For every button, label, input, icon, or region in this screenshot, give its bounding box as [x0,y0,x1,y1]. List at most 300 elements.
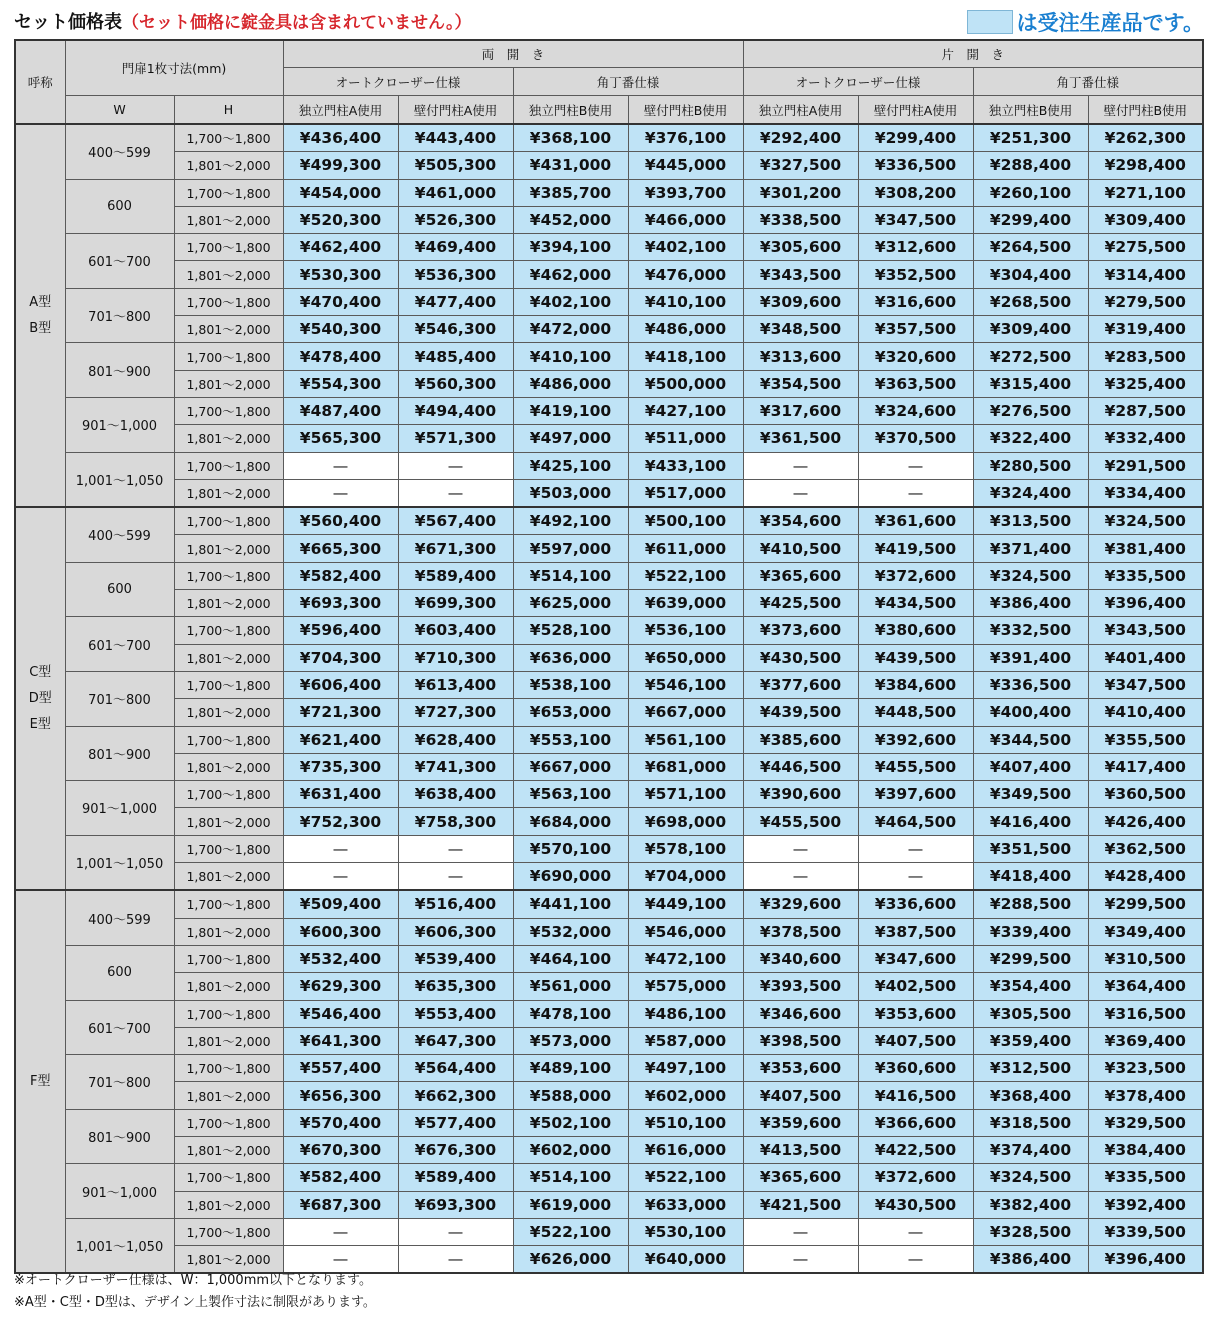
price-cell: ¥553,100 [513,726,628,753]
price-cell: ¥455,500 [743,808,858,835]
price-cell: ¥335,500 [1088,1164,1203,1191]
price-cell: — [858,479,973,507]
price-cell: — [743,835,858,862]
price-cell: ¥319,400 [1088,316,1203,343]
price-cell: ¥667,000 [513,753,628,780]
price-cell: ¥684,000 [513,808,628,835]
price-cell: ¥497,000 [513,425,628,452]
width-cell: 601～700 [65,234,174,289]
price-cell: ¥339,500 [1088,1218,1203,1245]
table-row [15,617,1203,644]
price-cell: ¥522,100 [628,1164,743,1191]
price-cell: ¥299,500 [973,945,1088,972]
price-cell: ¥681,000 [628,753,743,780]
price-cell: ¥322,400 [973,425,1088,452]
price-cell: ¥312,500 [973,1055,1088,1082]
height-cell: 1,801～2,000 [174,590,283,617]
price-cell: ¥522,100 [628,562,743,589]
price-cell: ¥386,400 [973,590,1088,617]
price-cell: ¥640,000 [628,1246,743,1274]
price-cell: ¥522,100 [513,1218,628,1245]
height-cell: 1,700～1,800 [174,452,283,479]
price-cell: ¥626,000 [513,1246,628,1274]
price-cell: ¥554,300 [283,370,398,397]
price-cell: ¥470,400 [283,288,398,315]
price-cell: ¥486,100 [628,1000,743,1027]
price-cell: ¥401,400 [1088,644,1203,671]
price-cell: ¥251,300 [973,124,1088,152]
price-cell: ¥532,400 [283,945,398,972]
price-cell: ¥422,500 [858,1136,973,1163]
price-cell: ¥469,400 [398,234,513,261]
price-cell: ¥446,500 [743,753,858,780]
price-cell: ¥505,300 [398,152,513,179]
price-cell: ¥407,400 [973,753,1088,780]
price-cell: ¥476,000 [628,261,743,288]
price-cell: ¥503,000 [513,479,628,507]
header-sub: 独立門柱B使用 [973,96,1088,125]
height-cell: 1,801～2,000 [174,753,283,780]
table-row [15,1218,1203,1245]
price-cell: ¥364,400 [1088,973,1203,1000]
price-cell: ¥328,500 [973,1218,1088,1245]
price-cell: ¥462,000 [513,261,628,288]
table-row [15,726,1203,753]
price-cell: ¥324,500 [973,562,1088,589]
price-cell: — [398,863,513,891]
height-cell: 1,700～1,800 [174,343,283,370]
table-row [15,699,1203,726]
price-cell: ¥430,500 [858,1191,973,1218]
price-cell: ¥305,500 [973,1000,1088,1027]
price-cell: ¥371,400 [973,535,1088,562]
table-row [15,479,1203,507]
price-cell: ¥369,400 [1088,1027,1203,1054]
price-cell: ¥625,000 [513,590,628,617]
price-cell: ¥621,400 [283,726,398,753]
table-row [15,507,1203,535]
price-cell: ¥699,300 [398,590,513,617]
price-cell: ¥611,000 [628,535,743,562]
width-cell: 600 [65,179,174,234]
price-cell: ¥631,400 [283,781,398,808]
legend-swatch [967,10,1013,34]
price-cell: ¥560,300 [398,370,513,397]
price-cell: ¥589,400 [398,562,513,589]
price-cell: ¥641,300 [283,1027,398,1054]
price-cell: ¥570,400 [283,1109,398,1136]
price-cell: ¥275,500 [1088,234,1203,261]
price-cell: — [743,479,858,507]
price-cell: ¥430,500 [743,644,858,671]
header-double-opening: 両 開 き [283,40,743,68]
header-sub: 壁付門柱B使用 [1088,96,1203,125]
price-cell: ¥346,600 [743,1000,858,1027]
table-row [15,1109,1203,1136]
price-cell: ¥557,400 [283,1055,398,1082]
price-cell: ¥421,500 [743,1191,858,1218]
price-cell: ¥530,300 [283,261,398,288]
price-cell: ¥439,500 [743,699,858,726]
price-cell: ¥499,300 [283,152,398,179]
price-cell: ¥426,400 [1088,808,1203,835]
height-cell: 1,700～1,800 [174,397,283,424]
table-row [15,590,1203,617]
table-row [15,425,1203,452]
height-cell: 1,700～1,800 [174,1000,283,1027]
price-cell: ¥486,000 [628,316,743,343]
price-cell: ¥304,400 [973,261,1088,288]
price-cell: ¥676,300 [398,1136,513,1163]
price-cell: ¥393,700 [628,179,743,206]
table-row [15,644,1203,671]
price-cell: ¥377,600 [743,671,858,698]
price-cell: ¥433,100 [628,452,743,479]
price-cell: ¥500,100 [628,507,743,535]
price-cell: ¥384,600 [858,671,973,698]
price-cell: ¥418,400 [973,863,1088,891]
title-text: セット価格表 [14,12,122,33]
price-cell: — [743,1246,858,1274]
price-cell: ¥588,000 [513,1082,628,1109]
price-cell: ¥449,100 [628,890,743,918]
price-cell: ¥532,000 [513,918,628,945]
price-cell: ¥704,300 [283,644,398,671]
price-cell: ¥752,300 [283,808,398,835]
table-row [15,562,1203,589]
price-cell: ¥410,400 [1088,699,1203,726]
table-row [15,343,1203,370]
price-cell: ¥445,000 [628,152,743,179]
price-cell: ¥616,000 [628,1136,743,1163]
price-cell: ¥667,000 [628,699,743,726]
price-cell: ¥653,000 [513,699,628,726]
price-cell: — [858,452,973,479]
price-cell: ¥362,500 [1088,835,1203,862]
price-cell: ¥526,300 [398,206,513,233]
price-cell: ¥324,500 [1088,507,1203,535]
price-cell: — [283,1218,398,1245]
price-cell: ¥419,500 [858,535,973,562]
price-cell: ¥565,300 [283,425,398,452]
price-cell: ¥329,500 [1088,1109,1203,1136]
price-cell: ¥546,300 [398,316,513,343]
price-cell: ¥365,600 [743,562,858,589]
price-cell: — [743,1218,858,1245]
height-cell: 1,700～1,800 [174,1164,283,1191]
table-row [15,918,1203,945]
price-cell: ¥324,400 [973,479,1088,507]
price-cell: ¥318,500 [973,1109,1088,1136]
price-cell: ¥348,500 [743,316,858,343]
table-row [15,370,1203,397]
price-cell: ¥619,000 [513,1191,628,1218]
price-cell: ¥264,500 [973,234,1088,261]
price-cell: ¥336,500 [973,671,1088,698]
price-cell: ¥452,000 [513,206,628,233]
price-cell: ¥656,300 [283,1082,398,1109]
height-cell: 1,700～1,800 [174,124,283,152]
price-cell: ¥343,500 [743,261,858,288]
price-cell: ¥385,700 [513,179,628,206]
price-cell: ¥347,600 [858,945,973,972]
price-cell: ¥354,500 [743,370,858,397]
price-cell: ¥410,100 [513,343,628,370]
price-cell: ¥606,300 [398,918,513,945]
width-cell: 600 [65,945,174,1000]
model-type-cell: C型 D型 E型 [15,507,65,890]
price-cell: ¥349,400 [1088,918,1203,945]
height-cell: 1,801～2,000 [174,535,283,562]
price-cell: ¥288,400 [973,152,1088,179]
price-cell: ¥309,400 [1088,206,1203,233]
price-cell: ¥721,300 [283,699,398,726]
price-cell: ¥360,500 [1088,781,1203,808]
price-cell: ¥416,500 [858,1082,973,1109]
height-cell: 1,700～1,800 [174,562,283,589]
price-cell: ¥546,100 [628,671,743,698]
height-cell: 1,801～2,000 [174,370,283,397]
price-cell: ¥418,100 [628,343,743,370]
price-cell: ¥478,400 [283,343,398,370]
table-row [15,863,1203,891]
price-cell: ¥602,000 [513,1136,628,1163]
table-row [15,397,1203,424]
width-cell: 801～900 [65,343,174,398]
table-row [15,1136,1203,1163]
header-sub: 壁付門柱A使用 [858,96,973,125]
price-cell: ¥262,300 [1088,124,1203,152]
price-cell: ¥600,300 [283,918,398,945]
price-cell: ¥602,000 [628,1082,743,1109]
header-sub: 独立門柱A使用 [283,96,398,125]
price-cell: ¥536,300 [398,261,513,288]
price-cell: ¥347,500 [858,206,973,233]
price-cell: ¥396,400 [1088,590,1203,617]
price-cell: ¥385,600 [743,726,858,753]
header-kakucho-single: 角丁番仕様 [973,68,1203,96]
price-cell: ¥396,400 [1088,1246,1203,1274]
price-cell: ¥735,300 [283,753,398,780]
table-row [15,234,1203,261]
price-cell: ¥359,600 [743,1109,858,1136]
title-note: （セット価格に錠金具は含まれていません。） [122,13,472,33]
price-cell: ¥698,000 [628,808,743,835]
price-cell: ¥416,400 [973,808,1088,835]
header-sub: 独立門柱A使用 [743,96,858,125]
price-cell: ¥587,000 [628,1027,743,1054]
height-cell: 1,801～2,000 [174,699,283,726]
height-cell: 1,801～2,000 [174,261,283,288]
price-cell: ¥417,400 [1088,753,1203,780]
table-row [15,781,1203,808]
height-cell: 1,801～2,000 [174,479,283,507]
height-cell: 1,700～1,800 [174,726,283,753]
price-cell: ¥360,600 [858,1055,973,1082]
price-cell: ¥327,500 [743,152,858,179]
header-sub: 壁付門柱B使用 [628,96,743,125]
price-cell: ¥402,100 [628,234,743,261]
price-cell: ¥335,500 [1088,562,1203,589]
price-cell: ¥492,100 [513,507,628,535]
width-cell: 701～800 [65,288,174,343]
price-cell: ¥407,500 [858,1027,973,1054]
price-cell: ¥410,500 [743,535,858,562]
height-cell: 1,700～1,800 [174,179,283,206]
price-cell: ¥363,500 [858,370,973,397]
price-cell: ¥514,100 [513,562,628,589]
price-cell: ¥359,400 [973,1027,1088,1054]
price-cell: ¥517,000 [628,479,743,507]
header-closer-single: オートクローザー仕様 [743,68,973,96]
height-cell: 1,801～2,000 [174,808,283,835]
price-cell: — [283,479,398,507]
width-cell: 400～599 [65,890,174,945]
height-cell: 1,801～2,000 [174,1136,283,1163]
price-cell: ¥372,600 [858,562,973,589]
price-cell: ¥390,600 [743,781,858,808]
price-cell: ¥313,600 [743,343,858,370]
price-cell: ¥575,000 [628,973,743,1000]
table-row [15,261,1203,288]
price-cell: ¥570,100 [513,835,628,862]
price-cell: ¥419,100 [513,397,628,424]
header-h: H [174,96,283,125]
price-cell: ¥299,500 [1088,890,1203,918]
price-cell: ¥397,600 [858,781,973,808]
price-cell: ¥368,100 [513,124,628,152]
price-cell: ¥354,400 [973,973,1088,1000]
price-cell: ¥343,500 [1088,617,1203,644]
table-row [15,535,1203,562]
price-cell: ¥315,400 [973,370,1088,397]
table-row [15,152,1203,179]
price-cell: — [858,863,973,891]
height-cell: 1,801～2,000 [174,918,283,945]
price-cell: ¥352,500 [858,261,973,288]
height-cell: 1,801～2,000 [174,1027,283,1054]
header-sub: 壁付門柱A使用 [398,96,513,125]
width-cell: 600 [65,562,174,617]
price-cell: ¥332,500 [973,617,1088,644]
price-cell: ¥344,500 [973,726,1088,753]
price-cell: ¥279,500 [1088,288,1203,315]
price-table-body [15,124,1203,1273]
page-title [14,8,472,38]
price-cell: ¥758,300 [398,808,513,835]
price-cell: ¥400,400 [973,699,1088,726]
price-cell: ¥324,600 [858,397,973,424]
price-cell: — [283,835,398,862]
price-cell: ¥546,000 [628,918,743,945]
height-cell: 1,801～2,000 [174,644,283,671]
price-cell: ¥325,400 [1088,370,1203,397]
price-cell: ¥561,000 [513,973,628,1000]
price-cell: ¥571,100 [628,781,743,808]
height-cell: 1,700～1,800 [174,1109,283,1136]
price-cell: ¥670,300 [283,1136,398,1163]
price-cell: ¥528,100 [513,617,628,644]
price-cell: ¥373,600 [743,617,858,644]
made-to-order-legend [967,6,1204,38]
price-cell: ¥313,500 [973,507,1088,535]
price-cell: ¥560,400 [283,507,398,535]
price-cell: ¥561,100 [628,726,743,753]
price-cell: ¥647,300 [398,1027,513,1054]
price-cell: — [743,452,858,479]
height-cell: 1,801～2,000 [174,1191,283,1218]
price-cell: ¥567,400 [398,507,513,535]
height-cell: 1,801～2,000 [174,863,283,891]
width-cell: 801～900 [65,1109,174,1164]
table-row [15,1027,1203,1054]
price-cell: ¥332,400 [1088,425,1203,452]
price-cell: ¥687,300 [283,1191,398,1218]
width-cell: 701～800 [65,1055,174,1110]
price-cell: ¥662,300 [398,1082,513,1109]
price-cell: ¥472,000 [513,316,628,343]
price-cell: ¥288,500 [973,890,1088,918]
price-cell: ¥502,100 [513,1109,628,1136]
table-row [15,206,1203,233]
price-cell: ¥427,100 [628,397,743,424]
table-row [15,1000,1203,1027]
price-cell: ¥380,600 [858,617,973,644]
price-cell: ¥582,400 [283,1164,398,1191]
price-cell: ¥276,500 [973,397,1088,424]
price-cell: ¥268,500 [973,288,1088,315]
table-row [15,808,1203,835]
price-cell: ¥633,000 [628,1191,743,1218]
price-cell: ¥466,000 [628,206,743,233]
price-cell: — [858,1218,973,1245]
width-cell: 701～800 [65,671,174,726]
height-cell: 1,700～1,800 [174,288,283,315]
price-cell: ¥339,400 [973,918,1088,945]
price-cell: ¥431,000 [513,152,628,179]
height-cell: 1,801～2,000 [174,316,283,343]
price-cell: ¥329,600 [743,890,858,918]
price-cell: ¥597,000 [513,535,628,562]
price-cell: — [398,452,513,479]
price-cell: ¥336,600 [858,890,973,918]
price-cell: ¥538,100 [513,671,628,698]
width-cell: 801～900 [65,726,174,781]
price-cell: ¥283,500 [1088,343,1203,370]
price-cell: ¥573,000 [513,1027,628,1054]
price-cell: ¥589,400 [398,1164,513,1191]
price-cell: ¥582,400 [283,562,398,589]
height-cell: 1,700～1,800 [174,945,283,972]
price-cell: ¥287,500 [1088,397,1203,424]
price-cell: ¥391,400 [973,644,1088,671]
price-cell: ¥334,400 [1088,479,1203,507]
price-cell: ¥354,600 [743,507,858,535]
price-cell: ¥340,600 [743,945,858,972]
price-cell: ¥366,600 [858,1109,973,1136]
height-cell: 1,700～1,800 [174,781,283,808]
price-cell: ¥320,600 [858,343,973,370]
price-cell: ¥603,400 [398,617,513,644]
price-cell: ¥353,600 [858,1000,973,1027]
price-cell: ¥530,100 [628,1218,743,1245]
price-cell: ¥398,500 [743,1027,858,1054]
price-cell: ¥464,500 [858,808,973,835]
price-cell: ¥392,600 [858,726,973,753]
price-cell: ¥407,500 [743,1082,858,1109]
price-cell: ¥727,300 [398,699,513,726]
price-table [14,39,1204,1274]
